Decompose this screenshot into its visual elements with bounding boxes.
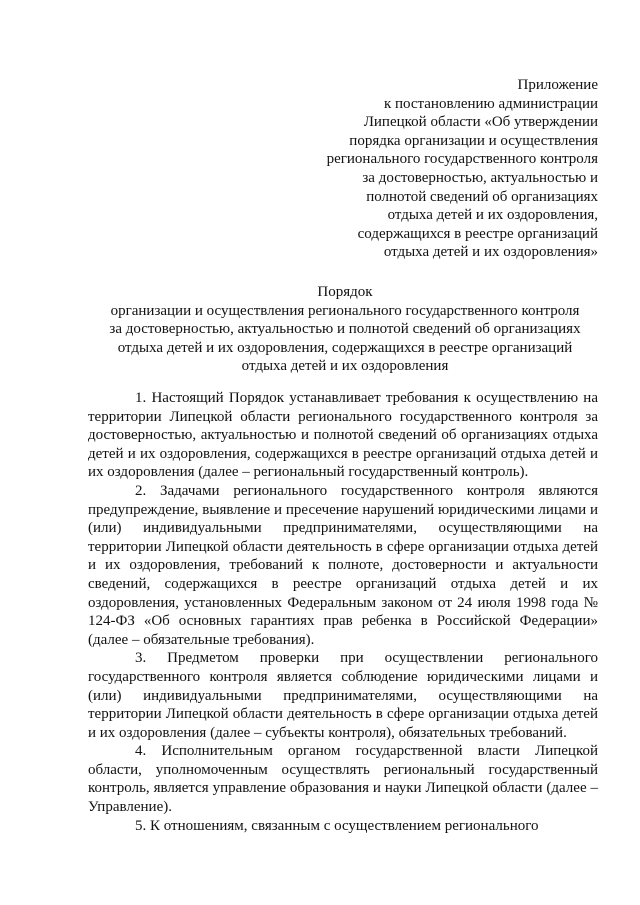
title-line: за достоверностью, актуальностью и полнотой сведений об организациях [109, 321, 581, 338]
appendix-line: к постановлению администрации [383, 95, 598, 112]
appendix-line: содержащихся в реестре организаций [357, 225, 598, 242]
title-line: Порядок [317, 284, 373, 300]
title-line: отдыха детей и их оздоровления, содержащихся в реестре организаций [117, 339, 573, 356]
document-body [88, 389, 598, 835]
appendix-line: отдыха детей и их оздоровления, [387, 207, 598, 224]
paragraph-4: 4. Исполнительным органом государственной власти Липецкой области, уполномоченным осуществлять региональный государственный контроль, является управление образования и науки Липецкой области (далее – Управление). [88, 743, 598, 816]
appendix-line: за достоверностью, актуальностью и [362, 169, 598, 186]
paragraph-1: 1. Настоящий Порядок устанавливает требования к осуществлению на территории Липецкой области регионального государственного контроля за достоверностью, актуальностью и полнотой сведений об организациях отдыха детей и их оздоровления, содержащихся в реестре организаций отдыха детей и их оздоровления (далее – региональный государственный контроль). [88, 390, 598, 481]
appendix-line: Липецкой области «Об утверждении [363, 114, 598, 131]
paragraph-5: 5. К отношениям, связанным с осуществлением регионального [135, 817, 539, 834]
appendix-line: отдыха детей и их оздоровления» [383, 244, 598, 261]
appendix-line: полнотой сведений об организациях [366, 188, 598, 205]
title-line: отдыха детей и их оздоровления [241, 358, 449, 375]
appendix-line: Приложение [517, 77, 598, 93]
appendix-line: порядка организации и осуществления [349, 132, 598, 149]
appendix-header [278, 76, 598, 262]
paragraph-2: 2. Задачами регионального государственного контроля являются предупреждение, выявление и пресечение нарушений юридическими лицами и (или) индивидуальными предпринимателями, осуществляющими на территории Липецкой области деятельность в сфере организации отдыха детей и их оздоровления, требований к полноте, достоверности и актуальности сведений, содержащихся в реестре организаций отдыха детей и их оздоровления, установленных Федеральным законом от 24 июля 1998 года № 124-ФЗ «Об основных гарантиях прав ребенка в Российской Федерации» (далее – обязательные требования). [88, 482, 598, 648]
document-title [88, 283, 602, 376]
title-line: организации и осуществления регионального государственного контроля [110, 302, 580, 319]
paragraph-3: 3. Предметом проверки при осуществлении регионального государственного контроля является соблюдение юридическими лицами и (или) индивидуальными предпринимателями, осуществляющими на территории Липецкой области деятельность в сфере организации отдыха детей и их оздоровления (далее – субъекты контроля), обязательных требований. [88, 650, 598, 741]
appendix-line: регионального государственного контроля [326, 151, 598, 168]
